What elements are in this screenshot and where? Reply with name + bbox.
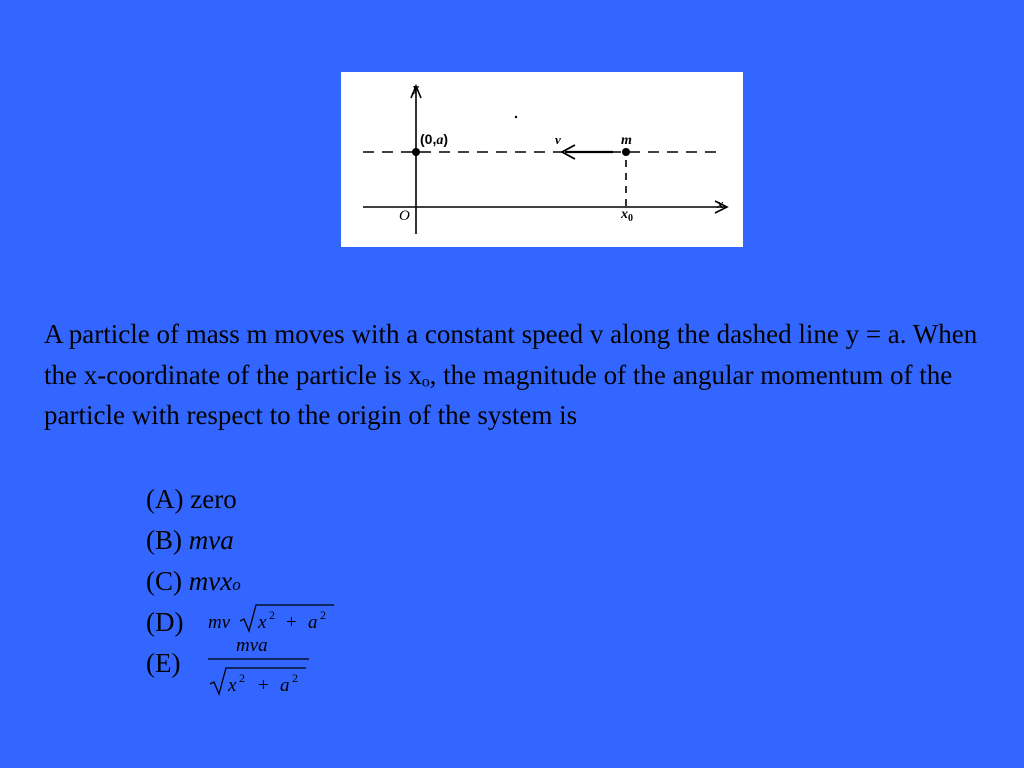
option-e-a-exp: 2 [292,671,298,685]
option-e-formula [206,629,316,704]
option-b-text: mva [188,525,234,555]
option-e-letter: (E) [146,648,181,678]
x-axis-label: x [717,196,724,211]
particle-m [622,148,630,156]
velocity-label: v [555,132,561,147]
option-e-a: a [280,675,290,696]
option-d-x: x [258,612,267,633]
x0-label [620,207,633,224]
option-b-letter: (B) [146,525,182,555]
point-0-a [412,148,420,156]
point-label [420,131,448,148]
option-e-x-exp: 2 [239,671,245,685]
option-d-plus: + [286,612,297,633]
option-d-a-exp: 2 [320,608,326,622]
option-c-text: mvx [188,566,233,596]
stray-dot [515,116,517,118]
option-a-letter: (A) [146,484,184,514]
option-d-a: a [308,612,318,633]
option-c-letter: (C) [146,566,182,596]
question-text: A particle of mass m moves with a constant speed v along the dashed line y = a. When the x-coordinate of the particle is xₒ, the magnitude of the angular momentum of the particle with respect to the origin of the system is [44,319,978,430]
option-a-text: zero [190,484,237,514]
answer-options [146,479,326,696]
point-label-a: a [436,133,444,148]
option-d-letter: (D) [146,607,184,637]
mass-label: m [621,133,632,148]
option-e[interactable] [146,635,298,696]
x0-label-sub: 0 [628,213,633,224]
x0-label-x: x [621,207,628,222]
origin-label: O [399,208,410,224]
option-e-numerator: mva [236,635,268,656]
option-e-plus: + [258,675,269,696]
option-a[interactable] [146,479,241,520]
option-c[interactable] [146,561,241,602]
point-label-open: (0, [420,131,437,147]
option-c-sub: o [232,575,241,594]
particle-diagram [341,72,743,247]
y-axis-label: y [413,80,419,95]
option-d-x-exp: 2 [269,608,275,622]
option-d-prefix: mv [208,612,231,633]
option-e-x: x [228,675,237,696]
point-label-close: ) [443,131,449,147]
option-b[interactable] [146,520,241,561]
diagram-figure [341,72,743,247]
